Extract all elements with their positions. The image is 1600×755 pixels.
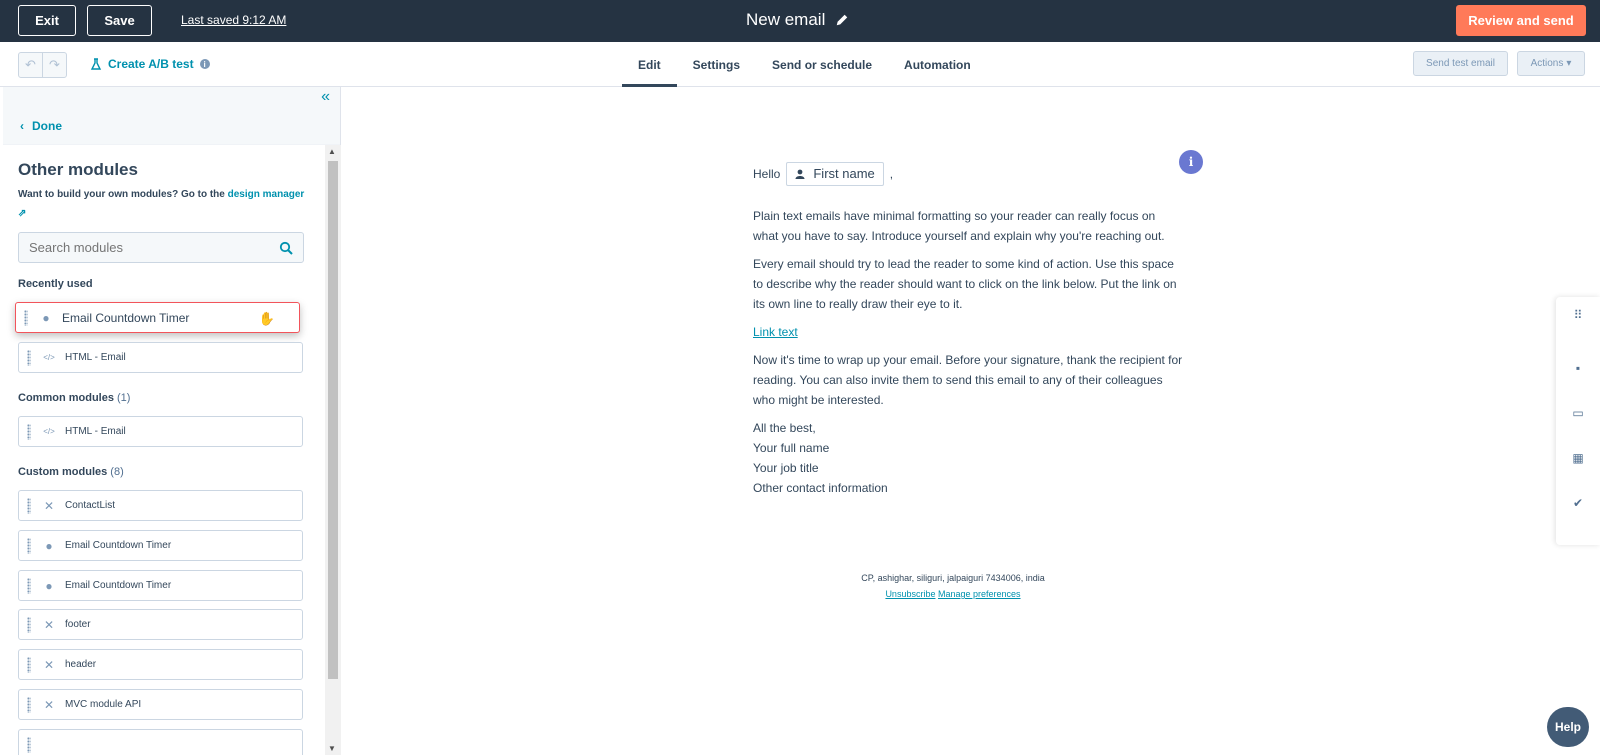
- tab-send-or-schedule[interactable]: Send or schedule: [772, 57, 873, 72]
- browser-preview-icon[interactable]: ▭: [1572, 406, 1584, 420]
- x-icon: ✕: [43, 657, 55, 672]
- clock-icon: ●: [45, 538, 53, 553]
- common-modules-label: [18, 392, 130, 404]
- module-item-email-countdown-timer-2[interactable]: [18, 570, 303, 601]
- undo-redo-group: [18, 52, 67, 78]
- token-label: First name: [813, 166, 875, 181]
- scrollbar-thumb[interactable]: [328, 161, 338, 679]
- signature-line: Other contact information: [753, 481, 888, 495]
- paragraph-1: Plain text emails have minimal formatting so your reader can really focus on what you have to say. Introduce yourself and explain why you're reaching out.: [753, 209, 1165, 243]
- drag-handle-icon[interactable]: [27, 697, 31, 713]
- external-link-icon[interactable]: ⇗: [18, 208, 27, 219]
- editor-tabs: [622, 42, 987, 87]
- module-item-footer[interactable]: [18, 609, 303, 640]
- x-icon: ✕: [43, 697, 55, 712]
- sidebar-description: [18, 185, 308, 223]
- design-manager-link[interactable]: design manager: [227, 189, 305, 200]
- signature-line: Your job title: [753, 461, 819, 475]
- email-title-group: [746, 10, 849, 30]
- module-item-contactlist[interactable]: [18, 490, 303, 521]
- personalization-token[interactable]: [786, 162, 883, 186]
- tab-edit[interactable]: Edit: [622, 42, 677, 87]
- custom-modules-label: [18, 466, 124, 478]
- module-item-email-countdown-timer-dragging[interactable]: [15, 302, 300, 333]
- code-icon: </>: [43, 427, 55, 436]
- module-item-email-countdown-timer[interactable]: [18, 530, 303, 561]
- last-saved-link[interactable]: Last saved 9:12 AM: [181, 13, 287, 27]
- scroll-down-icon[interactable]: ▼: [328, 744, 336, 753]
- drag-handle-icon[interactable]: [24, 310, 28, 326]
- editor-toolbar: [0, 42, 1600, 87]
- drag-handle-icon[interactable]: [27, 498, 31, 514]
- paragraph-2: Every email should try to lead the reader to some kind of action. Use this space to describe why the reader should want to click on the link below. Put the link on its own line to really draw their eye to it.: [753, 257, 1177, 311]
- ab-test-label: Create A/B test: [108, 57, 194, 71]
- drag-handle-icon[interactable]: [27, 617, 31, 633]
- chevron-left-icon: ‹: [20, 118, 24, 133]
- email-canvas: [342, 87, 1600, 755]
- clock-icon: ●: [45, 578, 53, 593]
- caret-down-icon: ▾: [1566, 58, 1572, 69]
- x-icon: ✕: [43, 617, 55, 632]
- greeting-comma: ,: [889, 167, 894, 181]
- greeting-line: [753, 162, 1183, 186]
- person-icon: [795, 169, 805, 179]
- drag-handle-icon[interactable]: [27, 657, 31, 673]
- exit-button[interactable]: Exit: [18, 5, 76, 36]
- x-icon: ✕: [43, 498, 55, 513]
- checkmark-icon[interactable]: ✔: [1572, 496, 1584, 510]
- module-item-html-email-common[interactable]: [18, 416, 303, 447]
- flask-icon: [90, 58, 102, 70]
- info-icon[interactable]: i: [200, 59, 210, 69]
- collapse-sidebar-icon[interactable]: «: [321, 88, 330, 105]
- module-label: MVC module API: [65, 699, 142, 710]
- module-label: header: [65, 659, 97, 670]
- actions-dropdown[interactable]: [1517, 51, 1585, 76]
- drag-handle-icon[interactable]: [27, 737, 31, 753]
- module-label: footer: [65, 619, 91, 630]
- help-button[interactable]: Help: [1547, 707, 1589, 747]
- undo-icon[interactable]: ↶: [25, 57, 36, 72]
- sidebar-scrollbar[interactable]: [325, 145, 341, 755]
- search-modules-input[interactable]: [29, 240, 249, 255]
- email-footer[interactable]: [753, 570, 1153, 602]
- signature-line: All the best,: [753, 421, 816, 435]
- email-body[interactable]: [753, 162, 1183, 498]
- top-bar: [0, 0, 1600, 42]
- search-icon[interactable]: [279, 241, 293, 255]
- common-modules-count: (1): [117, 392, 131, 404]
- grab-cursor-icon: ✋: [258, 311, 275, 326]
- module-item-mvc-module-api[interactable]: [18, 689, 303, 720]
- grid-icon[interactable]: ⠿: [1573, 308, 1583, 322]
- desc-text: Want to build your own modules? Go to the: [18, 189, 225, 200]
- paragraph-3: Now it's time to wrap up your email. Before your signature, thank the recipient for reading. You can also invite them to send this email to any of their colleagues who might be interested.: [753, 353, 1183, 407]
- sidebar-heading: Other modules: [18, 160, 138, 179]
- module-item-html-email[interactable]: [18, 342, 303, 373]
- footer-address: CP, ashighar, siliguri, jalpaiguri 7434006, india: [861, 573, 1045, 583]
- manage-preferences-link[interactable]: Manage preferences: [937, 589, 1021, 599]
- drag-handle-icon[interactable]: [27, 538, 31, 554]
- recently-used-label: Recently used: [18, 278, 93, 290]
- tab-automation[interactable]: Automation: [904, 57, 971, 72]
- module-label: Email Countdown Timer: [65, 540, 172, 551]
- common-modules-title: Common modules: [18, 392, 114, 404]
- send-test-email-button[interactable]: Send test email: [1413, 51, 1508, 76]
- pencil-icon[interactable]: [835, 13, 849, 27]
- signature-line: Your full name: [753, 441, 830, 455]
- sidebar-collapse-strip: [3, 87, 340, 107]
- drag-handle-icon[interactable]: [27, 424, 31, 440]
- custom-modules-title: Custom modules: [18, 466, 108, 478]
- create-ab-test-link[interactable]: [90, 57, 210, 71]
- module-label: ContactList: [65, 500, 116, 511]
- drag-handle-icon[interactable]: [27, 578, 31, 594]
- body-link[interactable]: Link text: [753, 325, 798, 339]
- signature: [753, 418, 1183, 498]
- redo-icon[interactable]: ↷: [42, 53, 66, 77]
- sidebar-scroll-area: [3, 145, 325, 755]
- greeting-text: Hello: [753, 167, 781, 181]
- right-tool-rail: [1556, 297, 1600, 545]
- comment-icon[interactable]: ▪: [1575, 361, 1581, 375]
- review-and-send-button[interactable]: Review and send: [1456, 5, 1586, 36]
- module-label: HTML - Email: [65, 352, 126, 363]
- module-label: Email Countdown Timer: [65, 580, 172, 591]
- unsubscribe-link[interactable]: Unsubscribe: [885, 589, 936, 599]
- module-item-header[interactable]: [18, 649, 303, 680]
- modules-sidebar: [3, 87, 341, 755]
- save-button[interactable]: Save: [87, 5, 152, 36]
- custom-modules-count: (8): [110, 466, 124, 478]
- module-label: Email Countdown Timer: [62, 310, 190, 325]
- info-icon[interactable]: i: [1179, 150, 1203, 174]
- actions-label: Actions: [1530, 58, 1564, 69]
- drag-handle-icon[interactable]: [27, 350, 31, 366]
- done-label: Done: [32, 118, 62, 133]
- email-title[interactable]: New email: [746, 10, 826, 29]
- calendar-icon[interactable]: ▦: [1572, 451, 1584, 465]
- module-label: HTML - Email: [65, 426, 126, 437]
- search-modules-box: [18, 232, 304, 263]
- clock-icon: ●: [42, 310, 50, 325]
- scroll-up-icon[interactable]: ▲: [328, 147, 336, 156]
- done-button[interactable]: [3, 107, 340, 145]
- code-icon: </>: [43, 353, 55, 362]
- tab-settings[interactable]: Settings: [692, 57, 741, 72]
- module-item-partial[interactable]: [18, 729, 303, 755]
